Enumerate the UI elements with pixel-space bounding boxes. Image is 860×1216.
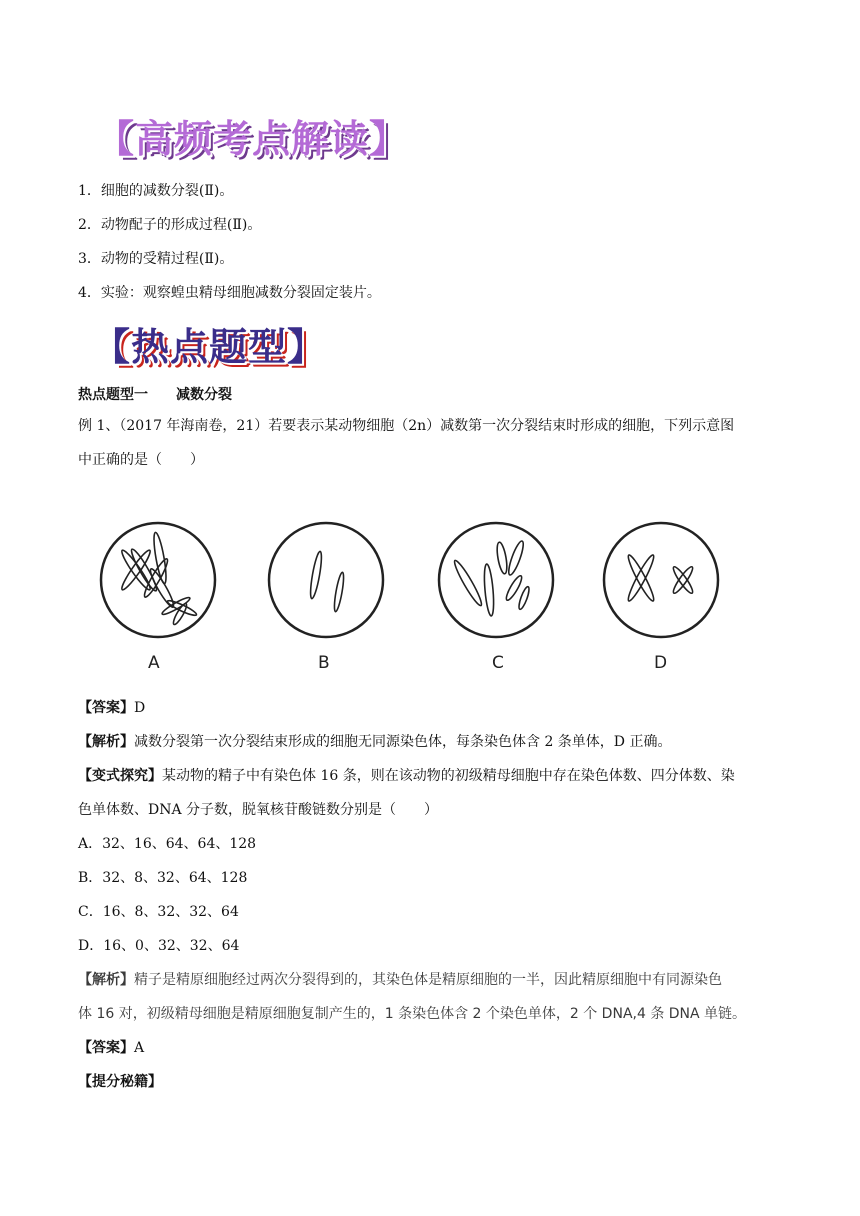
banner-kaodian: 【高频考点解读】 [96, 116, 409, 161]
cell-b-diagram [269, 523, 383, 637]
cell-diagram-figure [96, 518, 736, 678]
variant-question-line-1 [78, 765, 735, 785]
answer-1 [78, 697, 145, 717]
label-a: A [148, 653, 160, 673]
variant-tag: 【变式探究】 [78, 768, 162, 784]
cell-d-diagram [604, 523, 718, 637]
tip-title: 【提分秘籍】 [78, 1074, 162, 1090]
option-a: A．32、16、64、64、128 [78, 836, 257, 852]
label-c: C [492, 653, 504, 673]
cell-c-diagram [439, 523, 553, 637]
kaodian-item-2: 2．动物配子的形成过程(Ⅱ)。 [78, 217, 262, 233]
option-b: B．32、8、32、64、128 [78, 870, 248, 886]
option-d: D．16、0、32、32、64 [78, 938, 240, 954]
kaodian-item-4: 4．实验：观察蝗虫精母细胞减数分裂固定装片。 [78, 285, 381, 301]
analysis-2-text-1: 精子是精原细胞经过两次分裂得到的，其染色体是精原细胞的一半，因此精原细胞中有同源染色 [134, 972, 722, 988]
label-b: B [318, 653, 330, 673]
kaodian-item-1: 1．细胞的减数分裂(Ⅱ)。 [78, 183, 234, 199]
answer-2-tag: 【答案】 [78, 1040, 134, 1056]
variant-text-1: 某动物的精子中有染色体 16 条，则在该动物的初级精母细胞中存在染色体数、四分体数、染 [162, 768, 735, 784]
kaodian-item-3: 3．动物的受精过程(Ⅱ)。 [78, 251, 234, 267]
analysis-1-text: 减数分裂第一次分裂结束形成的细胞无同源染色体，每条染色体含 2 条单体，D 正确。 [134, 734, 672, 750]
analysis-2-line-2: 体 16 对，初级精母细胞是精原细胞复制产生的，1 条染色体含 2 个染色单体，2 个 DNA,4 条 DNA 单链。 [78, 1006, 747, 1022]
section-title: 热点题型一 减数分裂 [78, 387, 232, 403]
variant-question-line-2: 色单体数、DNA 分子数，脱氧核苷酸链数分别是（ ） [78, 802, 439, 818]
label-d: D [654, 653, 668, 673]
analysis-1-tag: 【解析】 [78, 734, 134, 750]
answer-1-value: D [134, 700, 146, 716]
analysis-2-line-1 [78, 969, 722, 989]
answer-1-tag: 【答案】 [78, 700, 134, 716]
cell-a-diagram [101, 523, 215, 637]
option-c: C．16、8、32、32、64 [78, 904, 239, 920]
example-question-line-1: 例 1、（2017 年海南卷，21）若要表示某动物细胞（2n）减数第一次分裂结束时形成的细胞，下列示意图 [78, 418, 735, 434]
answer-2-value: A [134, 1040, 145, 1056]
answer-2 [78, 1037, 144, 1057]
example-question-line-2: 中正确的是（ ） [78, 452, 204, 468]
analysis-1 [78, 731, 671, 751]
banner-hot-topics: 【热点题型】 [92, 324, 327, 369]
analysis-2-tag: 【解析】 [78, 972, 134, 988]
